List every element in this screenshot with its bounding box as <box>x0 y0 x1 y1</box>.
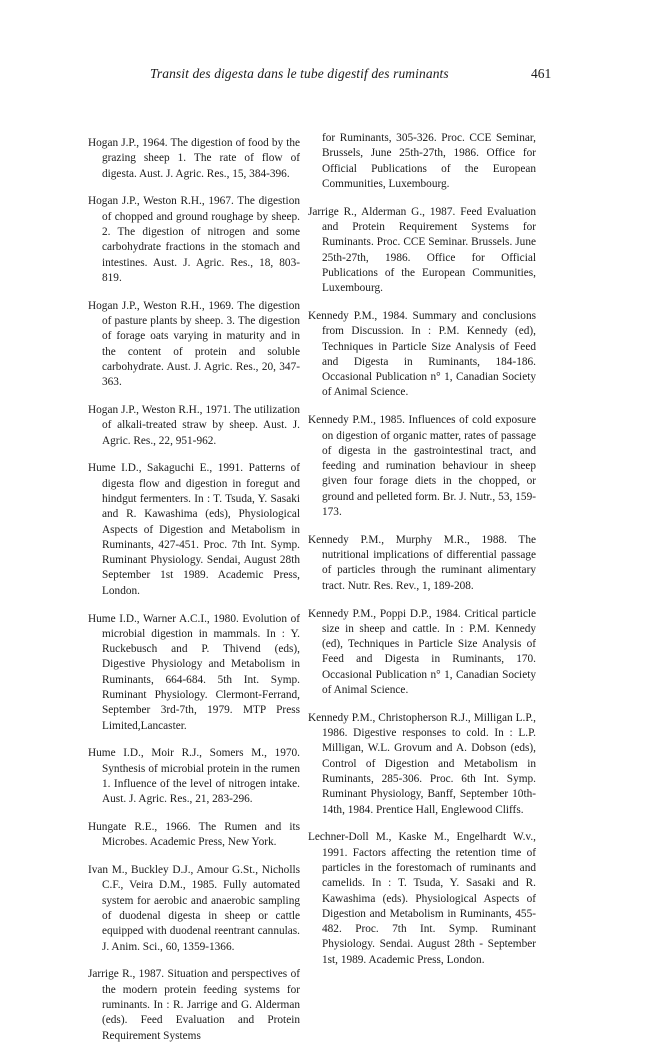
reference-entry: Hogan J.P., Weston R.H., 1969. The digestion of pasture plants by sheep. 3. The digestion of forage oats varying in maturity and in the content of protein and soluble carbohydrate. Aust. J. Agric. Res., 20, 347-363. <box>88 299 300 389</box>
reference-continuation: for Ruminants, 305-326. Proc. CCE Seminar, Brussels, June 25th-27th, 1986. Office for Official Publications of the European Communities, Luxembourg. <box>322 132 536 190</box>
reference-entry: Kennedy P.M., Christopherson R.J., Milligan L.P., 1986. Digestive responses to cold. In : L.P. Milligan, W.L. Grovum and A. Dobson (eds), Control of Digestion and Metabolism in Ruminants, 285-306. Proc. 6th Int. Symp. Ruminant Physiology, Banff, September 10th-14th, 1984. Prentice Hall, Englewood Cliffs. <box>308 711 536 816</box>
reference-entry: Jarrige R., Alderman G., 1987. Feed Evaluation and Protein Requirement Systems for Ruminants. Proc. CCE Seminar. Brussels. June 25th-27th, 1986. Office for Official Publications of the European Communities, Luxembourg. <box>308 205 536 295</box>
page-number: 461 <box>531 66 552 81</box>
reference-entry: Hume I.D., Warner A.C.I., 1980. Evolution of microbial digestion in mammals. In : Y. Ruckebusch and P. Thivend (eds), Digestive Physiology and Metabolism in Ruminants, 664-684. 5th Int. Symp. Ruminant Physiology. Clermont-Ferrand, September 3rd-7th, 1979. MTP Press Limited,Lancaster. <box>88 612 300 732</box>
reference-entry: Hogan J.P., 1964. The digestion of food by the grazing sheep 1. The rate of flow of digesta. Aust. J. Agric. Res., 15, 384-396. <box>88 137 300 180</box>
reference-entry: Kennedy P.M., 1985. Influences of cold exposure on digestion of organic matter, rates of passage of digesta in the gastrointestinal tract, and feeding and rumination behaviour in sheep given four forage diets in the chopped, or ground and pelleted form. Br. J. Nutr., 53, 159-173. <box>308 414 536 519</box>
reference-entry: Jarrige R., 1987. Situation and perspectives of the modern protein feeding systems for ruminants. In : R. Jarrige and G. Alderman (eds). Feed Evaluation and Protein Requirement Systems <box>88 968 300 1042</box>
reference-entry: Hume I.D., Sakaguchi E., 1991. Patterns of digesta flow and digestion in foregut and hindgut fermenters. In : T. Tsuda, Y. Sasaki and R. Kawashima (eds), Physiological Aspects of Digestion and Metabolism in Ruminants, 427-451. Proc. 7th Int. Symp. Ruminant Physiology. Sendai, August 28th September 1st 1989. Academic Press, London. <box>88 462 300 597</box>
running-header <box>0 66 650 86</box>
running-title: Transit des digesta dans le tube digestif des ruminants <box>150 66 449 81</box>
reference-entry: Lechner-Doll M., Kaske M., Engelhardt W.v., 1991. Factors affecting the retention time of particles in the forestomach of ruminants and camelids. In : T. Tsuda, Y. Sasaki and R. Kawashima (eds). Physiological Aspects of Digestion and Metabolism in Ruminants, 455-482. Proc. 7th Int. Symp. Ruminant Physiology. Sendai. August 28th - September 1st, 1989. Academic Press, London. <box>308 831 536 966</box>
reference-entry: Hogan J.P., Weston R.H., 1971. The utilization of alkali-treated straw by sheep. Aust. J. Agric. Res., 22, 951-962. <box>88 403 300 447</box>
reference-entry: Hogan J.P., Weston R.H., 1967. The digestion of chopped and ground roughage by sheep. 2. The digestion of nitrogen and some carbohydrate fractions in the stomach and intestines. Aust. J. Agric. Res., 18, 803-819. <box>88 195 300 284</box>
reference-entry: Hungate R.E., 1966. The Rumen and its Microbes. Academic Press, New York. <box>88 821 300 849</box>
reference-entry: Kennedy P.M., Poppi D.P., 1984. Critical particle size in sheep and cattle. In : P.M. Kennedy (ed), Techniques in Particle Size Analysis of Feed and Digesta in Ruminants, 170. Occasional Publication n° 1, Canadian Society of Animal Science. <box>308 607 536 696</box>
right-column <box>308 131 536 981</box>
reference-entry: Kennedy P.M., Murphy M.R., 1988. The nutritional implications of differential passage of particles through the ruminant alimentary tract. Nutr. Res. Rev., 1, 189-208. <box>308 533 536 592</box>
reference-entry: Ivan M., Buckley D.J., Amour G.St., Nicholls C.F., Veira D.M., 1985. Fully automated system for aerobic and anaerobic sampling of duodenal digesta in sheep or cattle equipped with duodenal reentrant cannulas. J. Anim. Sci., 60, 1359-1366. <box>88 864 300 953</box>
reference-entry: Kennedy P.M., 1984. Summary and conclusions from Discussion. In : P.M. Kennedy (ed), Techniques in Particle Size Analysis of Feed and Digesta in Ruminants, 184-186. Occasional Publication n° 1, Canadian Society of Animal Science. <box>308 309 536 399</box>
left-column <box>88 136 300 1056</box>
reference-entry: Hume I.D., Moir R.J., Somers M., 1970. Synthesis of microbial protein in the rumen 1. Influence of the level of nitrogen intake. Aust. J. Agric. Res., 21, 283-296. <box>88 747 300 806</box>
